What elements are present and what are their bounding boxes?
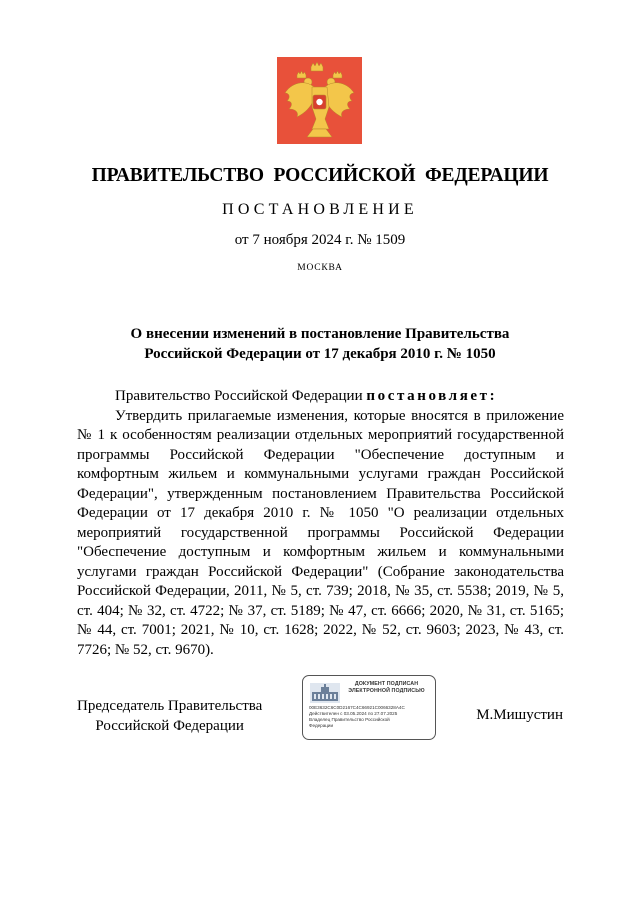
stamp-owner-line-2: Федерации	[309, 723, 334, 728]
decree-paragraph: Утвердить прилагаемые изменения, которые вносятся в приложение № 1 к особенностям реализации отдельных мероприятий государственной программы Российской Федерации "Обеспечение доступным и комфортным жильем и коммунальными услугами граждан Российской Федерации", утвержденным постановлением Правительства Российской Федерации от 17 декабря 2010 г. № 1050 "О реализации отдельных мероприятий государственной программы Российской Федерации "Обеспечение доступным и комфортным жильем и коммунальными услугами граждан Российской Федерации" (Собрание законодательства Российской Федерации, 2011, № 5, ст. 739; 2018, № 35, ст. 5538; 2019, № 5, ст. 404; № 32, ст. 4722; № 37, ст. 5189; № 47, ст. 6666; 2020, № 31, ст. 5165; № 44, ст. 7001; 2021, № 10, ст. 1628; 2022, № 52, ст. 9603; 2023, № 43, ст. 7726; № 52, ст. 9670).	[77, 407, 564, 658]
decree-lead-paragraph	[77, 387, 564, 407]
decree-word: постановляет:	[366, 388, 498, 404]
decree-lead: Правительство Российской Федерации	[115, 388, 367, 404]
stamp-government-building-icon	[309, 682, 341, 704]
coat-of-arms-icon	[277, 57, 362, 144]
signer-position	[77, 697, 262, 736]
document-city: МОСКВА	[297, 263, 343, 273]
document-subject	[80, 324, 560, 364]
government-title: ПРАВИТЕЛЬСТВО РОССИЙСКОЙ ФЕДЕРАЦИИ	[91, 165, 549, 186]
signer-position-line-2: Российской Федерации	[95, 717, 244, 734]
stamp-owner-line-1: Владелец Правительство Российской	[309, 717, 390, 722]
subject-line-2: Российской Федерации от 17 декабря 2010 г. № 1050	[144, 346, 496, 362]
electronic-signature-stamp	[302, 675, 436, 740]
stamp-validity: Действителен с 03.05.2024 по 27.07.2025	[309, 711, 398, 716]
subject-line-1: О внесении изменений в постановление Правительства	[130, 326, 510, 342]
stamp-title	[339, 681, 434, 694]
signer-name: М.Мишустин	[476, 707, 563, 723]
document-date-number: от 7 ноября 2024 г. № 1509	[234, 232, 406, 248]
document-type: ПОСТАНОВЛЕНИЕ	[222, 201, 418, 218]
document-body	[77, 387, 564, 660]
stamp-title-line-2: ЭЛЕКТРОННОЙ ПОДПИСЬЮ	[348, 687, 425, 694]
stamp-title-line-1: ДОКУМЕНТ ПОДПИСАН	[354, 681, 419, 687]
stamp-certificate-serial: 00E3632C6C0D2167C4C66921C0066328A4C	[309, 705, 405, 710]
signer-position-line-1: Председатель Правительства	[77, 698, 263, 714]
